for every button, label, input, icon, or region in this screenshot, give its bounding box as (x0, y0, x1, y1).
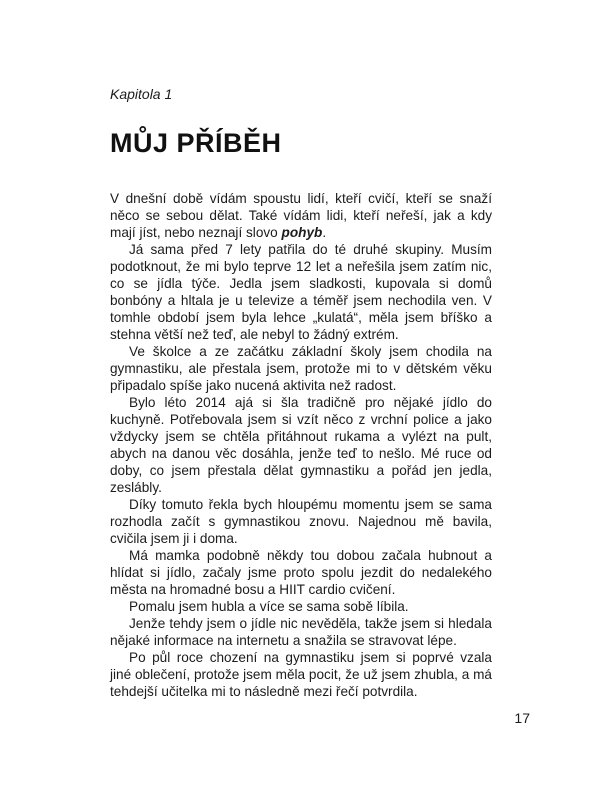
paragraph-text: V dnešní době vídám spoustu lidí, kteří cvičí, kteří se snaží něco se sebou dělat. Také vídám lidi, kteří neřeší, jak a kdy mají jíst, nebo neznají slovo (110, 191, 492, 241)
page-number: 17 (514, 710, 530, 726)
emphasis-word: pohyb (281, 225, 323, 241)
paragraph-intro (110, 190, 492, 241)
body-text (110, 190, 492, 700)
paragraph: Díky tomuto řekla bych hloupému momentu jsem se sama rozhodla začít s gymnastikou znovu. Najednou mě bavila, cvičila jsem ji i doma. (110, 497, 492, 547)
page-title: MŮJ PŘÍBĚH (110, 128, 282, 158)
paragraph: Ve školce a ze začátku základní školy jsem chodila na gymnastiku, ale přestala jsem, protože mi to v dětském věku připadalo spíše jako nucená aktivita než radost. (110, 344, 492, 394)
paragraph: Po půl roce chození na gymnastiku jsem si poprvé vzala jiné oblečení, protože jsem měla pocit, že už jsem zhubla, a má tehdejší učitelka mi to následně mezi řečí potvrdila. (110, 650, 492, 700)
paragraph: Jenže tehdy jsem o jídle nic nevěděla, takže jsem si hledala nějaké informace na internetu a snažila se stravovat lépe. (110, 616, 492, 649)
paragraph: Já sama před 7 lety patřila do té druhé skupiny. Musím podotknout, že mi bylo teprve 12 let a neřešila jsem zatím nic, co se jídla týče. Jedla jsem sladkosti, kupovala si domů bonbóny a hltala je u televize a téměř jsem nechodila ven. V tomhle období jsem byla lehce „kulatá“, měla jsem bříško a stehna větší než teď, ale nebyl to žádný extrém. (110, 242, 492, 343)
paragraph: Pomalu jsem hubla a více se sama sobě líbila. (129, 599, 409, 615)
paragraph-text: . (322, 225, 327, 241)
chapter-label: Kapitola 1 (110, 86, 173, 102)
paragraph: Bylo léto 2014 ajá si šla tradičně pro nějaké jídlo do kuchyně. Potřebovala jsem si vzít něco z vrchní police a jako vždycky jsem se chtěla přitáhnout rukama a vylézt na pult, abych na danou věc dosáhla, jenže teď to nešlo. Mé ruce od doby, co jsem přestala dělat gymnastiku a pořád jen jedla, zeslábly. (110, 395, 492, 496)
paragraph: Má mamka podobně někdy tou dobou začala hubnout a hlídat si jídlo, začaly jsme proto spolu jezdit do nedalekého města na hromadné bosu a HIIT cardio cvičení. (110, 548, 492, 598)
